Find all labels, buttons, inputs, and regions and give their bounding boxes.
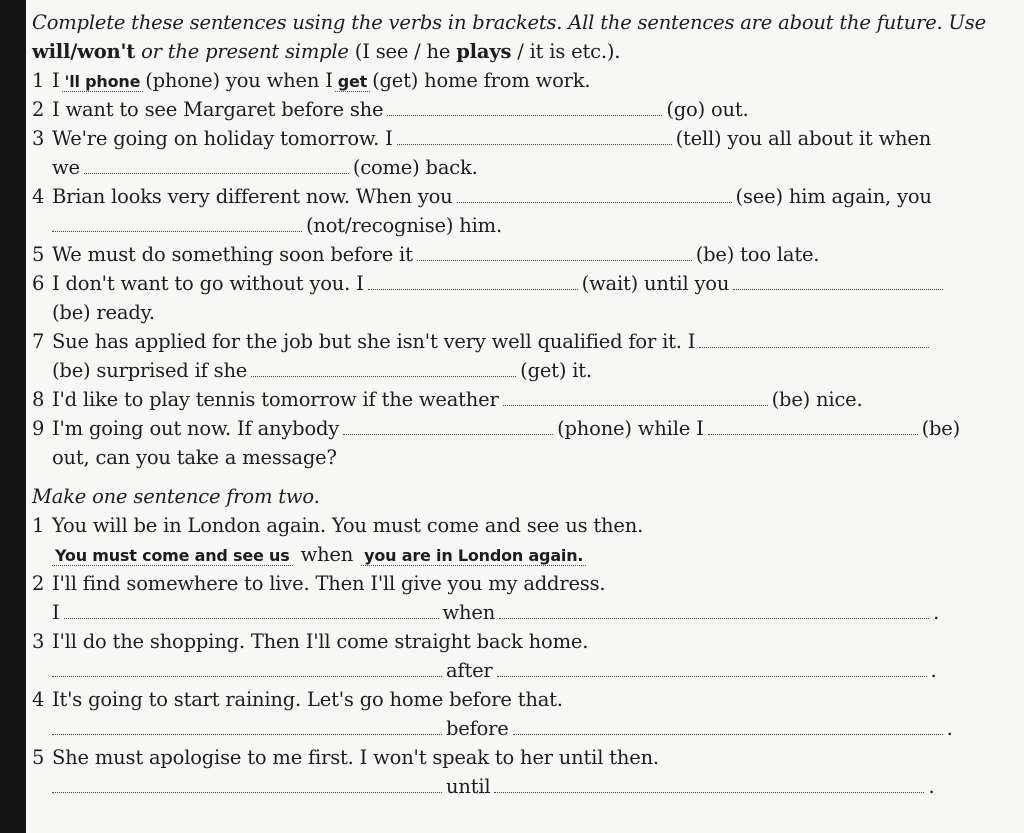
answer-blank[interactable] bbox=[503, 387, 768, 406]
item-number: 2 bbox=[32, 98, 45, 121]
answer-blank[interactable] bbox=[368, 271, 578, 290]
exercise1-item-6 bbox=[32, 269, 1017, 298]
exercise1-item-3-continued bbox=[32, 153, 1017, 182]
item-text: out, can you take a message? bbox=[52, 446, 337, 469]
item-number: 6 bbox=[32, 272, 45, 295]
item-sentence: You will be in London again. You must come and see us then. bbox=[52, 514, 644, 537]
answer-blank[interactable] bbox=[52, 658, 442, 677]
item-text: (be) nice. bbox=[771, 388, 863, 411]
answer-blank[interactable] bbox=[84, 155, 349, 174]
item-text: we bbox=[52, 156, 80, 179]
exercise2-item-1-answer bbox=[32, 540, 1017, 569]
worksheet-content bbox=[32, 8, 1017, 801]
end-punctuation: . bbox=[930, 659, 937, 682]
exercise1-item-2 bbox=[32, 95, 1017, 124]
section2-instructions bbox=[32, 482, 1017, 511]
answer-blank[interactable] bbox=[513, 716, 943, 735]
instructions-text-e: plays bbox=[456, 40, 512, 63]
instructions-text-a: Complete these sentences using the verbs in brackets. All the sentences are about the future. Use bbox=[32, 11, 986, 34]
item-text: (get) it. bbox=[520, 359, 592, 382]
answer-blank[interactable] bbox=[64, 600, 439, 619]
item-number: 2 bbox=[32, 572, 45, 595]
item-number: 4 bbox=[32, 185, 45, 208]
answer-blank[interactable] bbox=[251, 358, 516, 377]
item-text: I'm going out now. If anybody bbox=[52, 417, 340, 440]
exercise2-item-2 bbox=[32, 569, 1017, 598]
exercise2-item-1 bbox=[32, 511, 1017, 540]
item-sentence: I'll do the shopping. Then I'll come straight back home. bbox=[52, 630, 589, 653]
answer-blank[interactable] bbox=[499, 600, 929, 619]
exercise1-item-7 bbox=[32, 327, 1017, 356]
item-number: 5 bbox=[32, 243, 45, 266]
item-text: (not/recognise) him. bbox=[306, 214, 502, 237]
answer-blank-filled[interactable]: get bbox=[335, 73, 370, 92]
section1-instructions bbox=[32, 8, 1017, 66]
item-sentence: It's going to start raining. Let's go home before that. bbox=[52, 688, 563, 711]
answer-blank[interactable] bbox=[52, 716, 442, 735]
answer-blank[interactable] bbox=[494, 774, 924, 793]
item-text: (wait) until you bbox=[581, 272, 730, 295]
exercise2-item-5 bbox=[32, 743, 1017, 772]
item-number: 1 bbox=[32, 514, 45, 537]
item-number: 4 bbox=[32, 688, 45, 711]
answer-blank[interactable] bbox=[708, 416, 918, 435]
answer-blank[interactable] bbox=[343, 416, 553, 435]
item-text: (go) out. bbox=[666, 98, 749, 121]
item-text: (phone) while I bbox=[557, 417, 704, 440]
item-number: 1 bbox=[32, 69, 45, 92]
exercise1-item-6-continued bbox=[32, 298, 1017, 327]
answer-blank[interactable] bbox=[52, 774, 442, 793]
instructions-text-f: / it is etc.). bbox=[517, 40, 621, 63]
item-number: 5 bbox=[32, 746, 45, 769]
instructions-text: Make one sentence from two. bbox=[32, 485, 320, 508]
item-number: 9 bbox=[32, 417, 45, 440]
item-sentence: She must apologise to me first. I won't speak to her until then. bbox=[52, 746, 659, 769]
exercise1-item-8 bbox=[32, 385, 1017, 414]
exercise2-item-3 bbox=[32, 627, 1017, 656]
exercise2-item-5-answer bbox=[32, 772, 1017, 801]
exercise2-item-4 bbox=[32, 685, 1017, 714]
exercise1-item-1 bbox=[32, 66, 1017, 95]
item-number: 7 bbox=[32, 330, 45, 353]
answer-blank[interactable] bbox=[733, 271, 943, 290]
lead-word: I bbox=[52, 601, 60, 624]
exercise1-item-9 bbox=[32, 414, 1017, 443]
item-number: 3 bbox=[32, 127, 45, 150]
end-punctuation: . bbox=[928, 775, 935, 798]
item-text: I'd like to play tennis tomorrow if the weather bbox=[52, 388, 499, 411]
item-text: (get) home from work. bbox=[372, 69, 591, 92]
exercise1-item-5 bbox=[32, 240, 1017, 269]
answer-blank[interactable] bbox=[397, 126, 672, 145]
answer-blank[interactable] bbox=[457, 184, 732, 203]
item-text: (phone) you when I bbox=[145, 69, 333, 92]
item-text: We must do something soon before it bbox=[52, 243, 413, 266]
answer-blank[interactable] bbox=[497, 658, 927, 677]
item-text: (tell) you all about it when bbox=[675, 127, 932, 150]
item-text: I bbox=[52, 69, 60, 92]
answer-blank[interactable] bbox=[417, 242, 692, 261]
item-text: We're going on holiday tomorrow. I bbox=[52, 127, 393, 150]
item-sentence: I'll find somewhere to live. Then I'll give you my address. bbox=[52, 572, 606, 595]
answer-blank-filled[interactable]: 'll phone bbox=[62, 73, 144, 92]
item-number: 3 bbox=[32, 630, 45, 653]
end-punctuation: . bbox=[933, 601, 940, 624]
item-text: (be) too late. bbox=[695, 243, 820, 266]
joiner-word: when bbox=[300, 543, 354, 566]
exercise2-item-3-answer bbox=[32, 656, 1017, 685]
item-text: I don't want to go without you. I bbox=[52, 272, 364, 295]
instructions-text-d: (I see / he bbox=[354, 40, 451, 63]
answer-blank-filled[interactable]: You must come and see us bbox=[52, 547, 293, 566]
scan-edge-shadow bbox=[0, 0, 26, 833]
item-text: (be) surprised if she bbox=[52, 359, 248, 382]
joiner-word: before bbox=[446, 717, 509, 740]
instructions-text-b: will/won't bbox=[32, 40, 136, 63]
item-text: I want to see Margaret before she bbox=[52, 98, 384, 121]
answer-blank[interactable] bbox=[52, 213, 302, 232]
item-text: (be) bbox=[921, 417, 961, 440]
exercise1-item-7-continued bbox=[32, 356, 1017, 385]
item-text: (come) back. bbox=[352, 156, 478, 179]
exercise1-item-9-continued bbox=[32, 443, 1017, 472]
joiner-word: until bbox=[446, 775, 491, 798]
instructions-text-c: or the present simple bbox=[141, 40, 349, 63]
answer-blank[interactable] bbox=[387, 97, 662, 116]
exercise2-item-2-answer bbox=[32, 598, 1017, 627]
exercise2-item-4-answer bbox=[32, 714, 1017, 743]
item-text: Brian looks very different now. When you bbox=[52, 185, 453, 208]
answer-blank[interactable] bbox=[699, 329, 929, 348]
end-punctuation: . bbox=[946, 717, 953, 740]
joiner-word: when bbox=[442, 601, 496, 624]
joiner-word: after bbox=[446, 659, 493, 682]
item-text: Sue has applied for the job but she isn't very well qualified for it. I bbox=[52, 330, 696, 353]
exercise1-item-3 bbox=[32, 124, 1017, 153]
item-text: (see) him again, you bbox=[735, 185, 932, 208]
item-text: (be) ready. bbox=[52, 301, 155, 324]
item-number: 8 bbox=[32, 388, 45, 411]
exercise1-item-4 bbox=[32, 182, 1017, 211]
answer-blank-filled[interactable]: you are in London again. bbox=[361, 547, 586, 566]
exercise1-item-4-continued bbox=[32, 211, 1017, 240]
